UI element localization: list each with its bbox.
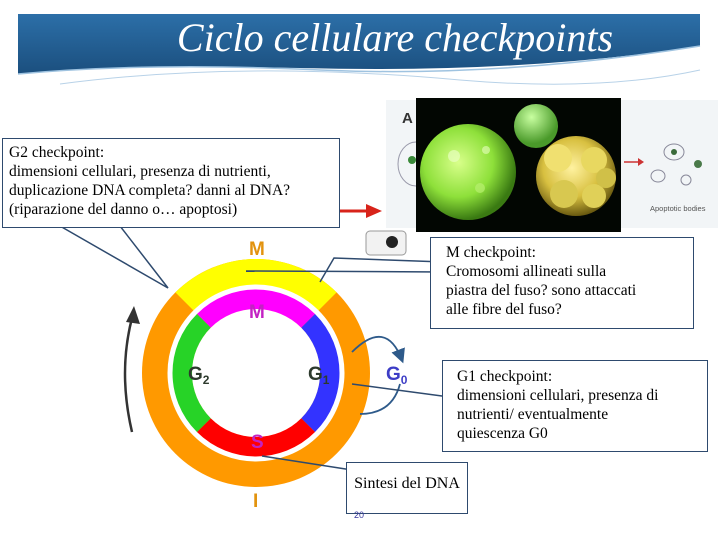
g2-callout-line-3: duplicazione DNA completa? danni al DNA? xyxy=(9,182,291,199)
label-i-outer: I xyxy=(253,491,259,512)
m-callout-line-1: M checkpoint: xyxy=(446,244,536,261)
g1-callout-line-2: dimensioni cellulari, presenza di xyxy=(457,387,659,404)
g1-checkpoint-callout xyxy=(442,360,708,452)
g2-callout-line-4: (riparazione del danno o… apoptosi) xyxy=(9,201,238,218)
label-s: S xyxy=(251,432,264,453)
cell-icon xyxy=(366,231,406,255)
g2-callout-line-2: dimensioni cellulari, presenza di nutrienti, xyxy=(9,163,271,180)
m-callout-line-3: piastra del fuso? sono attaccati xyxy=(446,282,637,299)
m-callout-line xyxy=(246,271,444,272)
label-g2: $G_2$ xyxy=(188,364,210,387)
page-title: Ciclo cellulare checkpoints xyxy=(176,15,614,60)
g2-checkpoint-callout xyxy=(2,138,340,228)
g1-callout-line-4: quiescenza G0 xyxy=(457,425,548,442)
page-number: 20 xyxy=(354,510,365,520)
g1-callout-line-3: nutrienti/ eventualmente xyxy=(457,406,609,423)
g1-callout-line-1: G1 checkpoint: xyxy=(457,368,553,385)
m-checkpoint-callout xyxy=(430,237,694,329)
label-m-outer: M xyxy=(249,239,265,260)
s-phase-callout xyxy=(346,462,468,514)
label-m-inner: M xyxy=(249,302,265,323)
label-g1: $G_1$ xyxy=(308,364,330,387)
figure-label-a: A xyxy=(402,110,413,127)
figure-label-apoptotic: Apoptotic bodies xyxy=(650,204,706,213)
label-g0: $G_0$ xyxy=(386,364,408,387)
m-callout-line-4: alle fibre del fuso? xyxy=(446,301,562,318)
m-callout-line-2: Cromosomi allineati sulla xyxy=(446,263,607,280)
s-callout-text: Sintesi del DNA xyxy=(354,475,460,492)
g2-callout-pointer xyxy=(60,226,168,288)
cycle-direction-arrow xyxy=(125,318,132,432)
g2-callout-line-1: G2 checkpoint: xyxy=(9,144,105,161)
